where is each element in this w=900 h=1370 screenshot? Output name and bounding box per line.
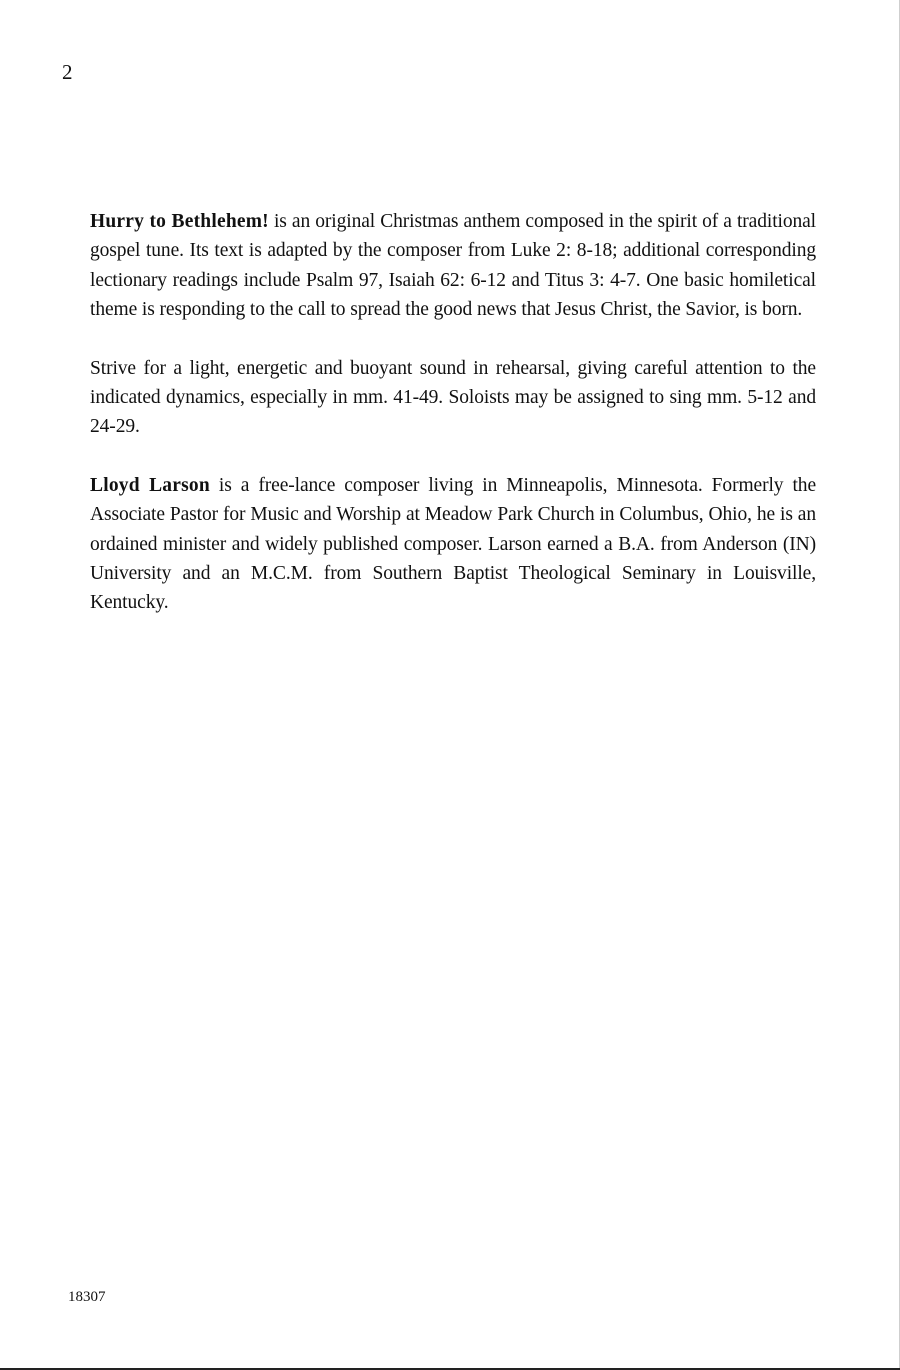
document-body	[90, 207, 816, 647]
composer-name: Lloyd Larson	[90, 474, 210, 496]
paragraph-composer-bio	[90, 471, 816, 618]
page-number: 2	[62, 60, 73, 84]
paragraph-anthem-description	[90, 207, 816, 325]
paragraph-performance-notes	[90, 354, 816, 442]
composer-bio-text: is a free-lance composer living in Minneapolis, Minnesota. Formerly the Associate Pastor for Music and Worship at Meadow Park Church in Columbus, Ohio, he is an ordained minister and widely published composer. Larson earned a B.A. from Anderson (IN) University and an M.C.M. from Southern Baptist Theological Seminary in Louisville, Kentucky.	[90, 474, 817, 614]
catalog-number: 18307	[68, 1289, 106, 1305]
anthem-description-text: is an original Christmas anthem composed in the spirit of a traditional gospel tune. Its text is adapted by the composer from Luke 2: 8-18; additional corresponding lectionary readings include Psalm 97, Isaiah 62: 6-12 and Titus 3: 4-7. One basic homiletical theme is responding to the call to spread the good news that Jesus Christ, the Savior, is born.	[90, 211, 817, 321]
anthem-title: Hurry to Bethlehem!	[90, 211, 269, 232]
performance-notes-text: Strive for a light, energetic and buoyant sound in rehearsal, giving careful attention to the indicated dynamics, especially in mm. 41-49. Soloists may be assigned to sing mm. 5-12 and 24-29.	[90, 357, 816, 438]
